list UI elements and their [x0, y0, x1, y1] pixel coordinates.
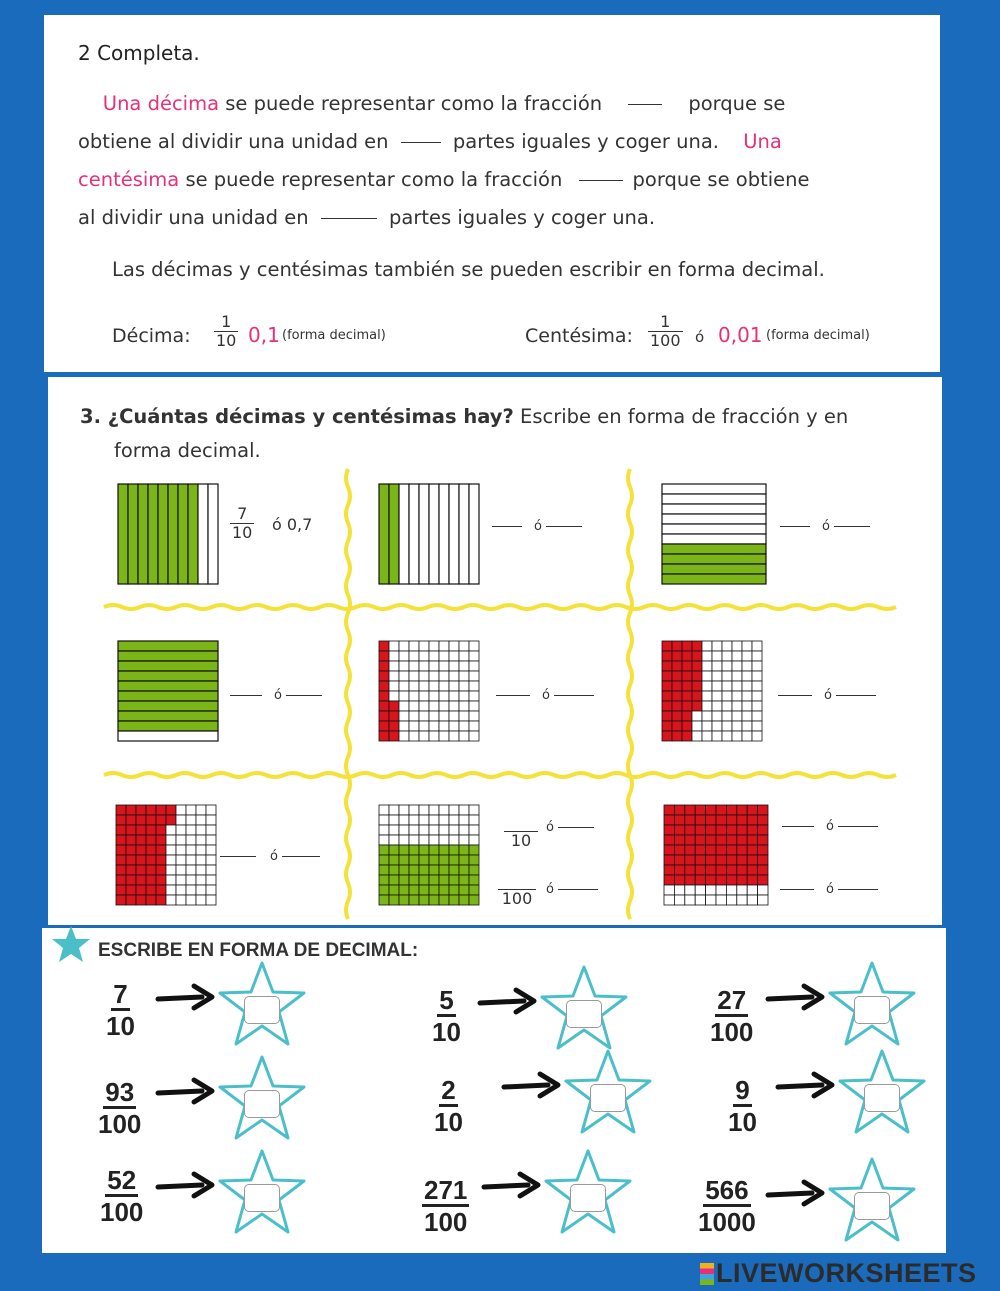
- decimal-answer-input-1[interactable]: [244, 996, 280, 1024]
- blank-parts-2[interactable]: [321, 218, 377, 219]
- paragraph-line-2: [78, 123, 898, 161]
- liveworksheets-logo: [700, 1258, 977, 1289]
- blank-parts-1[interactable]: [401, 142, 441, 143]
- fraction-blank-1[interactable]: [628, 104, 662, 105]
- denominator: 10: [510, 831, 532, 850]
- denominator: 10: [728, 1107, 757, 1137]
- arrow-right-icon: [156, 982, 218, 1012]
- title-question: 3. ¿Cuántas décimas y centésimas hay?: [80, 405, 514, 428]
- answer-row-1-col-2[interactable]: ó: [492, 519, 582, 534]
- denominator: 100: [424, 1207, 468, 1237]
- arrow-right-icon: [766, 1178, 828, 1208]
- decimal-fraction-1: [106, 980, 135, 1041]
- decimal-fraction-5: [434, 1076, 463, 1137]
- decimal-fraction-3: [710, 986, 753, 1047]
- centesima-label: Centésima:: [525, 325, 633, 347]
- decima-label: Décima:: [112, 325, 191, 347]
- decimal-fraction-6: [728, 1076, 757, 1137]
- denominator: 100: [98, 1109, 142, 1139]
- or-text: ó: [695, 328, 705, 346]
- grid-tenths-4-horizontal: [662, 484, 766, 584]
- answer-row-3-col-3-top[interactable]: ó: [782, 819, 878, 834]
- answer-row-3-col-2-tenths[interactable]: [504, 819, 538, 850]
- centesima-note: (forma decimal): [766, 328, 870, 343]
- section-3-title-line-2: forma decimal.: [114, 439, 261, 462]
- denominator: 100: [100, 1197, 144, 1227]
- section-4-title: ESCRIBE EN FORMA DE DECIMAL:: [98, 940, 419, 961]
- denominator: 1000: [698, 1207, 756, 1237]
- section-3-panel: [48, 377, 942, 925]
- text: obtiene al dividir una unidad en: [78, 130, 389, 153]
- text: partes iguales y coger una.: [389, 206, 656, 229]
- answer-row-2-col-3[interactable]: ó: [778, 688, 876, 703]
- arrow-right-icon: [478, 986, 540, 1016]
- decimal-answer-input-3[interactable]: [854, 996, 890, 1024]
- arrow-right-icon: [156, 1170, 218, 1200]
- term-decima: Una décima: [102, 92, 220, 115]
- centesima-value: 0,01: [718, 323, 763, 347]
- numerator: 7: [237, 504, 248, 523]
- answer-row-3-col-3-bottom[interactable]: ó: [780, 882, 878, 897]
- section-4-panel: [42, 928, 946, 1253]
- decimal-answer-input-5[interactable]: [590, 1084, 626, 1112]
- term-una: Una: [743, 130, 782, 153]
- grid-tenths-7-vertical: [118, 484, 218, 584]
- grid-hundredths-red-half: [116, 805, 216, 905]
- grid-hundredths-red-small: [379, 641, 479, 741]
- section-2-title: 2 Completa.: [78, 41, 200, 65]
- numerator: 9: [735, 1075, 750, 1105]
- arrow-right-icon: [776, 1070, 838, 1100]
- decimal-fraction-2: [432, 986, 461, 1047]
- numerator: 1: [660, 312, 671, 331]
- title-instruction: Escribe en forma de fracción y en: [513, 405, 849, 428]
- grid-hundredths-red-large: [662, 641, 762, 741]
- answer-row-3-col-1[interactable]: ó: [220, 849, 320, 864]
- paragraph-line-4: [78, 199, 898, 237]
- numerator: 7: [113, 979, 128, 1009]
- answer-row-3-col-2-hundredths-decimal[interactable]: ó: [546, 882, 598, 897]
- denominator: 100: [650, 331, 681, 350]
- numerator: 27: [717, 985, 747, 1015]
- answer-row-3-col-2-tenths-decimal[interactable]: ó: [546, 820, 594, 835]
- denominator: 10: [106, 1011, 135, 1041]
- numerator: 1: [221, 312, 232, 331]
- star-header-icon: [50, 924, 92, 964]
- arrow-right-icon: [156, 1076, 218, 1106]
- text: se puede representar como la fracción: [179, 168, 563, 191]
- numerator: 2: [441, 1075, 456, 1105]
- decimal-answer-input-4[interactable]: [244, 1090, 280, 1118]
- decimal-answer-input-7[interactable]: [244, 1184, 280, 1212]
- paragraph-line-1: [78, 85, 898, 123]
- grid-tenths-2-vertical: [379, 484, 479, 584]
- numerator: 93: [105, 1077, 135, 1107]
- decimal-answer-input-6[interactable]: [864, 1084, 900, 1112]
- denominator: 100: [501, 889, 533, 908]
- decimal-fraction-4: [98, 1078, 141, 1139]
- answer-row-3-col-2-hundredths[interactable]: [498, 877, 536, 908]
- section-2-panel: [44, 15, 940, 372]
- example-decimal: ó 0,7: [272, 515, 313, 534]
- denominator: 10: [432, 1017, 461, 1047]
- answer-row-1-col-3[interactable]: ó: [780, 519, 870, 534]
- grid-hundredths-red-top: [664, 805, 768, 905]
- example-fraction: [230, 505, 254, 542]
- paragraph-line-3: [78, 161, 898, 199]
- decimal-fraction-9: [698, 1176, 756, 1237]
- numerator: 566: [705, 1175, 749, 1205]
- denominator: 10: [434, 1107, 463, 1137]
- decimal-fraction-8: [422, 1176, 469, 1237]
- paragraph-line-5: Las décimas y centésimas también se pueden escribir en forma decimal.: [112, 258, 825, 281]
- decima-value: 0,1: [248, 323, 280, 347]
- logo-text: LIVEWORKSHEETS: [716, 1258, 977, 1288]
- arrow-right-icon: [482, 1170, 544, 1200]
- text: al dividir una unidad en: [78, 206, 309, 229]
- numerator: 52: [107, 1165, 137, 1195]
- grid-hundredths-green-bottom: [379, 805, 479, 905]
- decimal-answer-input-9[interactable]: [854, 1192, 890, 1220]
- answer-row-2-col-2[interactable]: ó: [496, 688, 594, 703]
- denominator: 10: [216, 331, 237, 350]
- arrow-right-icon: [502, 1070, 564, 1100]
- term-centesima: centésima: [78, 168, 180, 191]
- text: se puede representar como la fracción: [219, 92, 603, 115]
- denominator: 100: [710, 1017, 754, 1047]
- fraction-blank-2[interactable]: [579, 180, 623, 181]
- denominator: 10: [232, 523, 253, 542]
- numerator: 271: [424, 1175, 468, 1205]
- decima-fraction: [214, 313, 238, 350]
- decimal-answer-input-8[interactable]: [570, 1184, 606, 1212]
- decimal-fraction-7: [100, 1166, 143, 1227]
- centesima-fraction: [648, 313, 683, 350]
- text: porque se: [688, 92, 786, 115]
- text: porque se obtiene: [632, 168, 810, 191]
- decimal-answer-input-2[interactable]: [566, 1000, 602, 1028]
- numerator: 5: [439, 985, 454, 1015]
- arrow-right-icon: [766, 982, 828, 1012]
- text: partes iguales y coger una.: [452, 130, 719, 153]
- grid-tenths-9-horizontal: [118, 641, 218, 741]
- answer-row-2-col-1[interactable]: ó: [230, 688, 322, 703]
- decima-note: (forma decimal): [282, 328, 386, 343]
